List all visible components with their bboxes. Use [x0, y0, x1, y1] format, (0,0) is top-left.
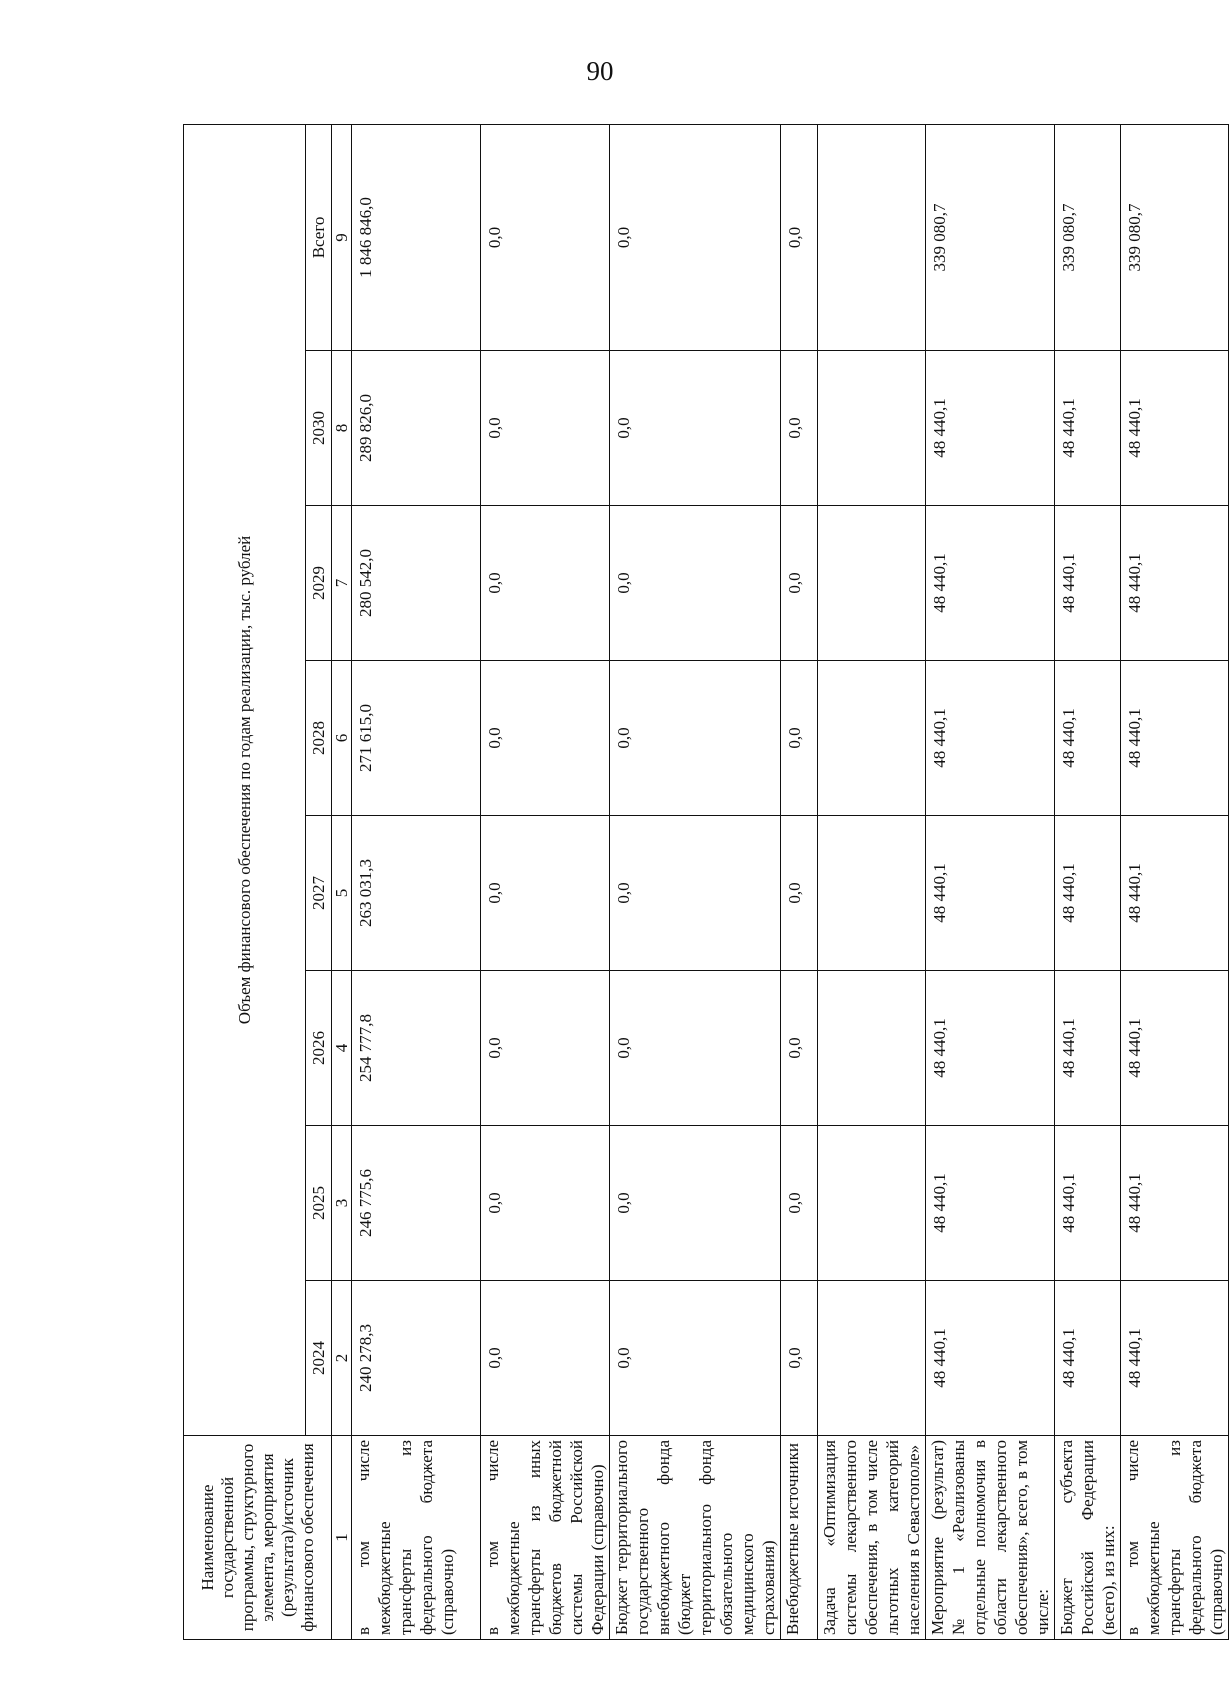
value-cell: 48 440,1 [1055, 971, 1121, 1126]
value-cell [818, 506, 926, 661]
column-number: 3 [332, 1126, 352, 1281]
value-cell: 48 440,1 [926, 1281, 1055, 1436]
value-cell: 0,0 [781, 124, 818, 350]
year-header: Всего [306, 124, 332, 350]
column-number: 9 [332, 124, 352, 350]
value-cell: 0,0 [781, 661, 818, 816]
table-row [481, 124, 610, 1639]
value-cell: 48 440,1 [1055, 1281, 1121, 1436]
value-cell: 289 826,0 [352, 351, 481, 506]
value-cell: 48 440,1 [926, 351, 1055, 506]
row-name: в том числе межбюджетные трансферты из федерального бюджета (справочно) [1121, 1436, 1229, 1640]
value-cell [818, 124, 926, 350]
column-number: 1 [332, 1436, 352, 1640]
header-group: Объем финансового обеспечения по годам реализации, тыс. рублей [184, 124, 306, 1435]
year-header-row [306, 124, 332, 1639]
value-cell [818, 351, 926, 506]
column-number: 8 [332, 351, 352, 506]
value-cell [818, 971, 926, 1126]
table-row [1121, 124, 1229, 1639]
value-cell: 0,0 [781, 1281, 818, 1436]
row-name: Задача «Оптимизация системы лекарственного обеспечения, в том числе льготных категорий населения в Севастополе» [818, 1436, 926, 1640]
value-cell: 0,0 [610, 661, 781, 816]
value-cell: 0,0 [610, 971, 781, 1126]
value-cell: 48 440,1 [1055, 816, 1121, 971]
value-cell: 48 440,1 [926, 661, 1055, 816]
value-cell: 48 440,1 [1121, 971, 1229, 1126]
value-cell [818, 1281, 926, 1436]
value-cell: 0,0 [781, 506, 818, 661]
value-cell: 0,0 [481, 661, 610, 816]
column-number: 5 [332, 816, 352, 971]
value-cell [818, 661, 926, 816]
financing-table-rotated [183, 125, 1226, 1640]
value-cell: 0,0 [610, 351, 781, 506]
column-number: 6 [332, 661, 352, 816]
value-cell: 0,0 [610, 124, 781, 350]
value-cell: 48 440,1 [1121, 351, 1229, 506]
value-cell: 48 440,1 [1121, 506, 1229, 661]
table-row [926, 124, 1055, 1639]
value-cell [818, 1126, 926, 1281]
value-cell: 0,0 [481, 1126, 610, 1281]
value-cell: 48 440,1 [926, 1126, 1055, 1281]
value-cell: 240 278,3 [352, 1281, 481, 1436]
year-header: 2025 [306, 1126, 332, 1281]
row-name: Внебюджетные источники [781, 1436, 818, 1640]
value-cell: 339 080,7 [1121, 124, 1229, 350]
value-cell: 0,0 [481, 351, 610, 506]
value-cell: 280 542,0 [352, 506, 481, 661]
row-name: Бюджет территориального государственного внебюджетного фонда (бюджет территориального фонда обязательного медицинского страхования) [610, 1436, 781, 1640]
value-cell: 48 440,1 [1121, 816, 1229, 971]
column-number-row [332, 124, 352, 1639]
year-header: 2030 [306, 351, 332, 506]
value-cell: 0,0 [610, 506, 781, 661]
value-cell: 1 846 846,0 [352, 124, 481, 350]
row-name: в том числе межбюджетные трансферты из иных бюджетов бюджетной системы Российской Федерации (справочно) [481, 1436, 610, 1640]
value-cell [818, 816, 926, 971]
value-cell: 0,0 [481, 506, 610, 661]
value-cell: 0,0 [481, 124, 610, 350]
table-row [352, 124, 481, 1639]
value-cell: 48 440,1 [926, 971, 1055, 1126]
table-row [818, 124, 926, 1639]
header-name: Наименование государственной программы, структурного элемента, мероприятия (результата)/источник финансового обеспечения [184, 1436, 332, 1640]
value-cell: 0,0 [781, 971, 818, 1126]
table-row [781, 124, 818, 1639]
column-number: 7 [332, 506, 352, 661]
value-cell: 339 080,7 [1055, 124, 1121, 350]
table-body [352, 124, 1229, 1639]
column-number: 2 [332, 1281, 352, 1436]
value-cell: 48 440,1 [1055, 351, 1121, 506]
value-cell: 48 440,1 [1121, 661, 1229, 816]
value-cell: 0,0 [481, 971, 610, 1126]
row-name: Мероприятие (результат) № 1 «Реализованы отдельные полномочия в области лекарственного обеспечения», всего, в том числе: [926, 1436, 1055, 1640]
table-row [610, 124, 781, 1639]
financing-table [183, 124, 1229, 1640]
year-header: 2029 [306, 506, 332, 661]
year-header: 2026 [306, 971, 332, 1126]
row-name: Бюджет субъекта Российской Федерации (всего), из них: [1055, 1436, 1121, 1640]
value-cell: 0,0 [781, 351, 818, 506]
value-cell: 48 440,1 [1121, 1281, 1229, 1436]
value-cell: 263 031,3 [352, 816, 481, 971]
value-cell: 48 440,1 [1055, 661, 1121, 816]
value-cell: 0,0 [481, 1281, 610, 1436]
table-row [1055, 124, 1121, 1639]
value-cell: 48 440,1 [1121, 1126, 1229, 1281]
value-cell: 0,0 [781, 816, 818, 971]
value-cell: 0,0 [610, 1281, 781, 1436]
value-cell: 48 440,1 [926, 816, 1055, 971]
year-header: 2027 [306, 816, 332, 971]
value-cell: 0,0 [481, 816, 610, 971]
value-cell: 254 777,8 [352, 971, 481, 1126]
value-cell: 48 440,1 [1055, 1126, 1121, 1281]
value-cell: 339 080,7 [926, 124, 1055, 350]
year-header: 2028 [306, 661, 332, 816]
year-header: 2024 [306, 1281, 332, 1436]
column-number: 4 [332, 971, 352, 1126]
value-cell: 246 775,6 [352, 1126, 481, 1281]
value-cell: 0,0 [610, 1126, 781, 1281]
page-number: 90 [586, 56, 614, 86]
value-cell: 0,0 [781, 1126, 818, 1281]
value-cell: 271 615,0 [352, 661, 481, 816]
value-cell: 48 440,1 [926, 506, 1055, 661]
row-name: в том числе межбюджетные трансферты из федерального бюджета (справочно) [352, 1436, 481, 1640]
value-cell: 0,0 [610, 816, 781, 971]
value-cell: 48 440,1 [1055, 506, 1121, 661]
